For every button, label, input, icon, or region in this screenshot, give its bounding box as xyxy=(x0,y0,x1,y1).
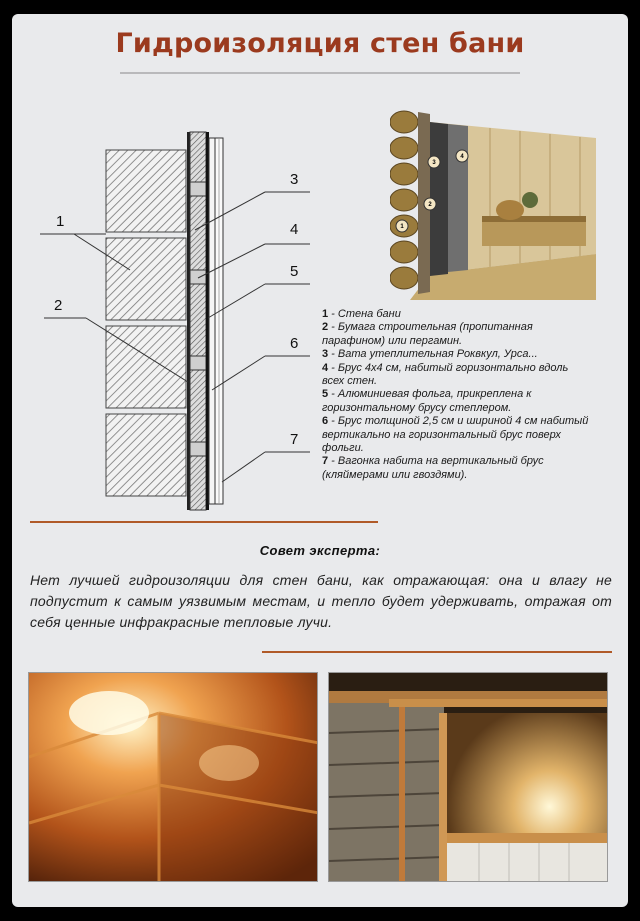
legend-num: 6 xyxy=(322,415,329,428)
callout-2: 2 xyxy=(54,297,63,314)
legend-text: - Стена бани xyxy=(328,308,401,320)
callout-1: 1 xyxy=(56,213,65,230)
callout-7: 7 xyxy=(290,431,299,448)
legend-item xyxy=(322,455,592,482)
wall-block xyxy=(106,238,186,320)
divider-top xyxy=(30,521,378,523)
wall-block xyxy=(106,414,186,496)
legend-num: 1 xyxy=(322,308,329,320)
legend-item xyxy=(322,308,592,321)
legend-item xyxy=(322,348,592,361)
legend-item xyxy=(322,388,592,415)
tip-text: Нет лучшей гидроизоляции для стен бани, как отражающая: она и влагу не подпустит к самым уязвимым местам, и тепло будет удерживать, отражая от себя ценные инфракрасные тепловые лучи. xyxy=(30,572,612,630)
tip-heading: Совет эксперта: xyxy=(259,543,381,558)
svg-text:2: 2 xyxy=(428,202,432,208)
horizontal-batten xyxy=(190,270,206,284)
legend-item xyxy=(322,362,592,389)
callout-4: 4 xyxy=(290,221,299,238)
wall-block xyxy=(106,150,186,232)
svg-text:3: 3 xyxy=(432,160,436,166)
legend-text: - Брус 4х4 см, набитый горизонтально вдоль всех стен. xyxy=(322,361,569,388)
legend-num: 3 xyxy=(322,348,329,361)
wall-cross-section-diagram xyxy=(30,120,330,520)
legend-num: 7 xyxy=(322,455,329,468)
legend-text: - Брус толщиной 2,5 см и шириной 4 см набитый вертикально на горизонтальный брус поверх фольги. xyxy=(322,415,589,455)
legend-text: - Вата утеплительная Роквкул, Урса... xyxy=(328,348,538,361)
legend-num: 2 xyxy=(322,321,329,334)
legend-num: 4 xyxy=(322,361,329,374)
legend-text: - Бумага строительная (пропитанная парафином) или пергамин. xyxy=(322,321,533,347)
horizontal-batten xyxy=(190,356,206,370)
legend xyxy=(322,308,592,482)
legend-item xyxy=(322,415,592,455)
callout-3: 3 xyxy=(290,171,299,188)
svg-text:4: 4 xyxy=(460,154,464,160)
legend-num: 5 xyxy=(322,388,329,401)
sauna-foil-wall-photo xyxy=(328,672,608,882)
horizontal-batten xyxy=(190,442,206,456)
legend-item xyxy=(322,321,592,348)
svg-text:1: 1 xyxy=(400,224,404,230)
foil-room-photo xyxy=(28,672,318,882)
vertical-batten xyxy=(209,138,215,504)
title-underline xyxy=(120,72,520,74)
divider-bottom xyxy=(262,651,612,653)
page-title: Гидроизоляция стен бани xyxy=(115,28,525,59)
horizontal-batten xyxy=(190,182,206,196)
legend-text: - Вагонка набита на вертикальный брус (кляймерами или гвоздями). xyxy=(322,455,544,481)
callout-6: 6 xyxy=(290,335,299,352)
sauna-corner-illustration xyxy=(390,104,596,300)
callout-5: 5 xyxy=(290,263,299,280)
legend-text: - Алюминиевая фольга, прикреплена к горизонтальному брусу степлером. xyxy=(322,388,532,414)
